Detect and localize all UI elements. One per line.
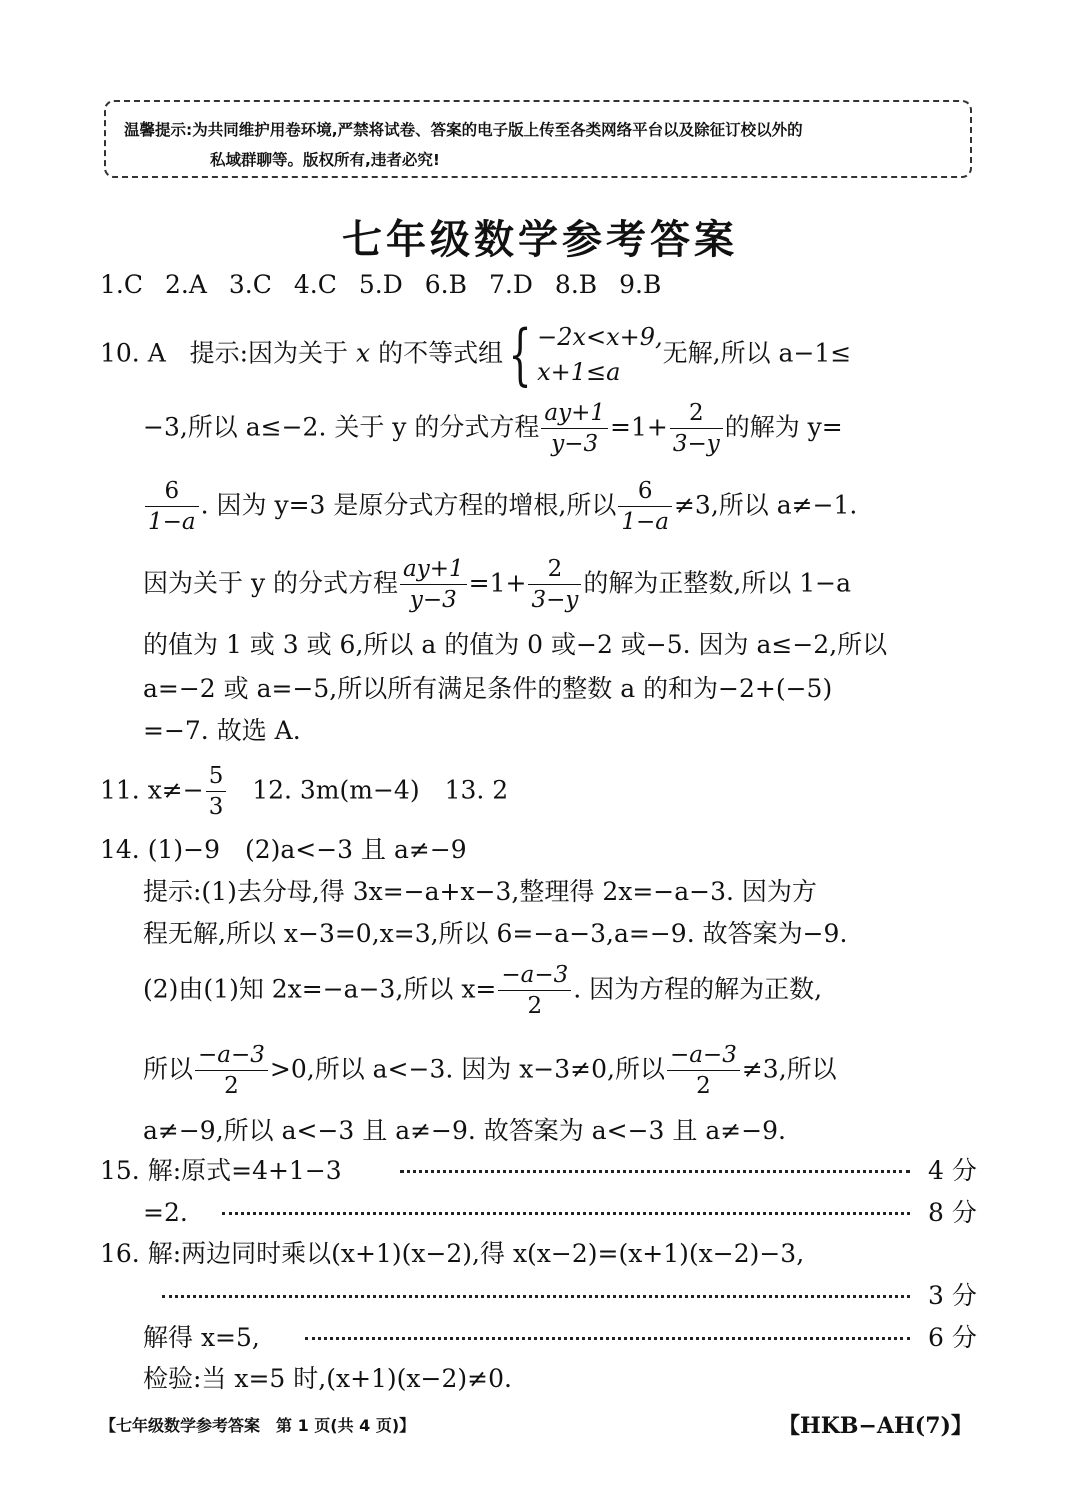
- q10-label: 10. A: [100, 338, 166, 368]
- q14-text: . 因为方程的解为正数,: [573, 974, 823, 1004]
- fraction-den: 1−a: [148, 509, 196, 536]
- fraction: [541, 400, 608, 458]
- q10-line-6: a=−2 或 a=−5,所以所有满足条件的整数 a 的和为−2+(−5): [143, 674, 833, 703]
- fraction-num: ay+1: [400, 556, 467, 585]
- q15-line-1: 15. 解:原式=4+1−3: [100, 1156, 342, 1185]
- leader-dots: [222, 1212, 910, 1215]
- leader-dots: [400, 1170, 910, 1173]
- mcq-answers-row: [100, 272, 661, 297]
- mcq-answer: 6.B: [424, 270, 468, 299]
- mcq-answer: 8.B: [554, 270, 598, 299]
- q10-nosol-text: 无解,所以 a−1≤: [662, 338, 852, 368]
- q10-line-1: [100, 315, 852, 393]
- fraction: [528, 556, 581, 614]
- q12-13-answers: 12. 3m(m−4) 13. 2: [252, 775, 509, 805]
- fraction-num: 6: [145, 478, 199, 507]
- footer-page-info: 【七年级数学参考答案 第 1 页(共 4 页)】: [100, 1416, 416, 1435]
- q16-line-1: 16. 解:两边同时乘以(x+1)(x−2),得 x(x−2)=(x+1)(x−2)−3,: [100, 1239, 805, 1268]
- q16-score-1: 3 分: [928, 1281, 977, 1310]
- q10-text: 的解为 y=: [724, 412, 843, 442]
- mcq-answer: 2.A: [164, 270, 207, 299]
- notice-line-1: 温馨提示:为共同维护用卷环境,严禁将试卷、答案的电子版上传至各类网络平台以及除征订校以外的: [124, 121, 803, 139]
- mcq-answer: 9.B: [619, 270, 662, 299]
- q10-var: x: [356, 338, 371, 368]
- leader-dots: [162, 1295, 910, 1298]
- fraction-den: y−3: [409, 587, 457, 614]
- footer-code: 【HKB−AH(7)】: [778, 1413, 973, 1439]
- fraction-den: 3−y: [531, 587, 579, 614]
- system-row-1: −2x<x+9,: [537, 323, 663, 351]
- fraction: [670, 400, 723, 458]
- q10-text: 因为关于 y 的分式方程: [143, 568, 399, 598]
- mcq-answer: 3.C: [228, 270, 272, 299]
- q10-line-2: [143, 400, 843, 458]
- fraction: [206, 763, 227, 821]
- page-title: 七年级数学参考答案: [342, 217, 738, 263]
- fraction: [667, 1042, 740, 1100]
- q14-text: ≠3,所以: [741, 1054, 837, 1084]
- inequality-system: [537, 320, 663, 390]
- q10-text: =1+: [468, 568, 527, 598]
- mcq-answer: 5.D: [358, 270, 403, 299]
- q14-line-3: [143, 962, 822, 1020]
- q11-label: 11. x≠−: [100, 775, 204, 805]
- fraction-den: 2: [224, 1073, 239, 1100]
- fraction-den: 2: [696, 1073, 711, 1100]
- system-row-2: x+1≤a: [537, 357, 621, 386]
- fraction-den: y−3: [551, 431, 599, 458]
- q10-text: 的解为正整数,所以 1−a: [583, 568, 852, 598]
- q10-ineq-text: 的不等式组: [378, 338, 504, 368]
- fraction: [400, 556, 467, 614]
- notice-line-2: 私域群聊等。版权所有,违者必究!: [210, 151, 440, 169]
- q14-text: 所以: [143, 1054, 194, 1084]
- q14-line-1: 提示:(1)去分母,得 3x=−a+x−3,整理得 2x=−a−3. 因为方: [143, 877, 817, 906]
- fraction-den: 3: [208, 794, 224, 821]
- q16-score-2: 6 分: [928, 1323, 977, 1352]
- fraction-num: 6: [618, 478, 672, 507]
- q14-line-4: [143, 1042, 837, 1100]
- fraction-num: 2: [670, 400, 723, 429]
- q10-text: −3,所以 a≤−2. 关于 y 的分式方程: [143, 412, 540, 442]
- q15-score-2: 8 分: [928, 1198, 977, 1227]
- q10-hint-text: 提示:因为关于: [189, 338, 349, 368]
- fraction-num: 5: [206, 763, 227, 792]
- q10-text: . 因为 y=3 是原分式方程的增根,所以: [200, 490, 617, 520]
- fraction-den: 2: [527, 993, 543, 1020]
- q16-line-4: 检验:当 x=5 时,(x+1)(x−2)≠0.: [143, 1364, 512, 1393]
- fraction-num: −a−3: [667, 1042, 740, 1071]
- fraction-num: ay+1: [541, 400, 608, 429]
- q14-head: 14. (1)−9 (2)a<−3 且 a≠−9: [100, 835, 467, 864]
- mcq-answer: 1.C: [100, 270, 143, 299]
- fraction: [195, 1042, 268, 1100]
- fraction: [145, 478, 199, 536]
- leader-dots: [305, 1337, 910, 1340]
- q16-line-3: 解得 x=5,: [143, 1323, 260, 1352]
- q10-line-4: [143, 556, 851, 614]
- fraction-den: 3−y: [672, 431, 720, 458]
- mcq-answer: 7.D: [489, 270, 533, 299]
- fraction-num: 2: [528, 556, 581, 585]
- fraction-num: −a−3: [498, 962, 571, 991]
- q14-text: (2)由(1)知 2x=−a−3,所以 x=: [143, 974, 497, 1004]
- q15-score-1: 4 分: [928, 1156, 977, 1185]
- q10-text: ≠3,所以 a≠−1.: [673, 490, 858, 520]
- q10-line-7: =−7. 故选 A.: [143, 716, 301, 745]
- mcq-answer: 4.C: [293, 270, 337, 299]
- q10-text: =1+: [610, 412, 668, 442]
- q14-text: >0,所以 a<−3. 因为 x−3≠0,所以: [269, 1054, 665, 1084]
- q10-line-5: 的值为 1 或 3 或 6,所以 a 的值为 0 或−2 或−5. 因为 a≤−2,所以: [143, 630, 888, 659]
- fraction-den: 1−a: [621, 509, 669, 536]
- q14-line-2: 程无解,所以 x−3=0,x=3,所以 6=−a−3,a=−9. 故答案为−9.: [143, 919, 848, 948]
- q10-line-3: [143, 478, 857, 536]
- q11-13-line: [100, 763, 508, 821]
- fraction: [618, 478, 672, 536]
- q15-line-2: =2.: [143, 1198, 188, 1227]
- q14-line-5: a≠−9,所以 a<−3 且 a≠−9. 故答案为 a<−3 且 a≠−9.: [143, 1116, 786, 1145]
- fraction: [498, 962, 571, 1020]
- fraction-num: −a−3: [195, 1042, 268, 1071]
- system-brace: {: [508, 315, 532, 393]
